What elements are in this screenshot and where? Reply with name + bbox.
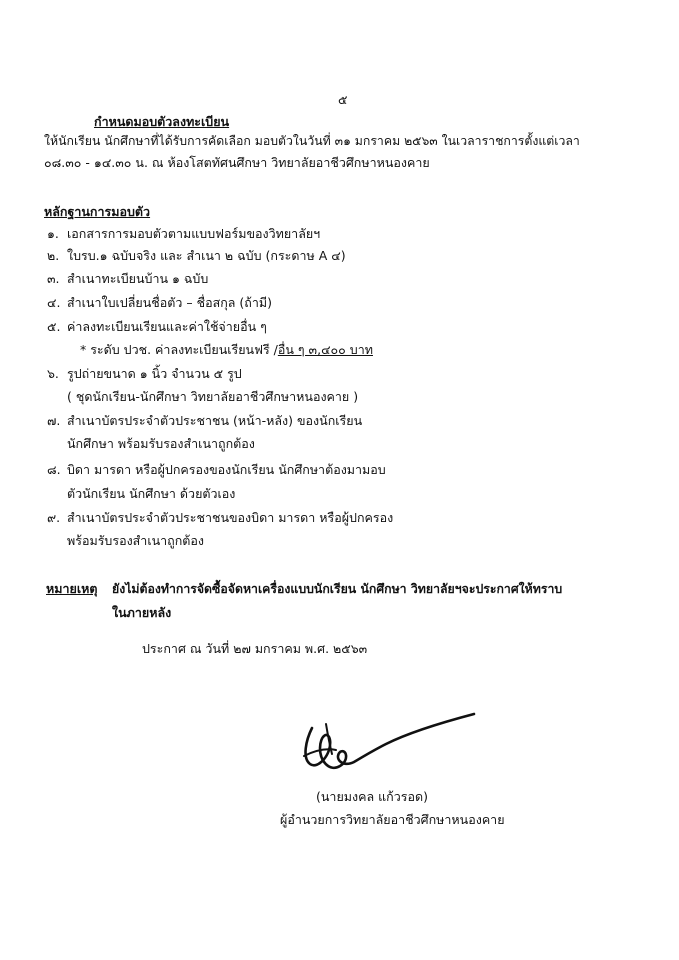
signer-name: (นายมงคล แก้วรอด) [316,789,428,804]
item-number: ๒. [47,248,60,263]
item-number: ๕. [47,319,61,334]
item-text-continued: ตัวนักเรียน นักศึกษา ด้วยตัวเอง [67,486,236,501]
item-number: ๖. [47,366,59,381]
item-text-continued: นักศึกษา พร้อมรับรองสำเนาถูกต้อง [67,436,255,451]
note-line-2: ในภายหลัง [112,605,172,620]
item-text: สำเนาใบเปลี่ยนชื่อตัว – ชื่อสกุล (ถ้ามี) [67,295,272,310]
announcement-date: ประกาศ ณ วันที่ ๒๗ มกราคม พ.ศ. ๒๕๖๓ [142,641,368,656]
item-text-continued: ( ชุดนักเรียน-นักศึกษา วิทยาลัยอาชีวศึกษาหนองคาย ) [67,389,359,404]
item-text-continued: พร้อมรับรองสำเนาถูกต้อง [67,533,205,548]
item-text: สำเนาบัตรประจำตัวประชาชนของบิดา มารดา หรือผู้ปกครอง [67,510,394,525]
signer-position: ผู้อำนวยการวิทยาลัยอาชีวศึกษาหนองคาย [280,812,505,827]
director-signature [296,710,496,800]
note-line-1: ยังไม่ต้องทำการจัดซื้อจัดหาเครื่องแบบนักเรียน นักศึกษา วิทยาลัยฯจะประกาศให้ทราบ [112,582,563,596]
fee-detail-prefix: * ระดับ ปวช. ค่าลงทะเบียนเรียนฟรี / [80,342,278,357]
note-label: หมายเหตุ [46,581,98,596]
page-number: ๕ [338,92,348,107]
enrollment-schedule-heading: กำหนดมอบตัวลงทะเบียน [94,114,230,129]
item-text: เอกสารการมอบตัวตามแบบฟอร์มของวิทยาลัยฯ [67,226,321,241]
other-fees-amount: อื่น ๆ ๓,๔๐๐ บาท [277,342,373,357]
enrollment-schedule-line-1: ให้นักเรียน นักศึกษาที่ได้รับการคัดเลือก มอบตัวในวันที่ ๓๑ มกราคม ๒๕๖๓ ในเวลาราชการตั้งแต่เวลา [44,134,580,148]
item-number: ๙. [47,510,61,525]
item-text: สำเนาทะเบียนบ้าน ๑ ฉบับ [67,271,209,286]
required-documents-heading: หลักฐานการมอบตัว [44,204,151,219]
item-number: ๓. [47,271,60,286]
item-text: ใบรบ.๑ ฉบับจริง และ สำเนา ๒ ฉบับ (กระดาษ A ๔) [67,248,346,263]
fee-detail-line [80,342,373,358]
item-text: ค่าลงทะเบียนเรียนและค่าใช้จ่ายอื่น ๆ [67,319,267,334]
item-number: ๑. [47,226,59,241]
item-number: ๔. [47,295,61,310]
enrollment-schedule-line-2: ๐๘.๓๐ - ๑๔.๓๐ น. ณ ห้องโสตทัศนศึกษา วิทยาลัยอาชีวศึกษาหนองคาย [44,155,430,170]
item-text: รูปถ่ายขนาด ๑ นิ้ว จำนวน ๕ รูป [67,366,242,381]
item-text: บิดา มารดา หรือผู้ปกครองของนักเรียน นักศึกษาต้องมามอบ [67,462,386,477]
item-text: สำเนาบัตรประจำตัวประชาชน (หน้า-หลัง) ของนักเรียน [67,413,363,428]
item-number: ๘. [47,462,61,477]
item-number: ๗. [47,413,61,428]
